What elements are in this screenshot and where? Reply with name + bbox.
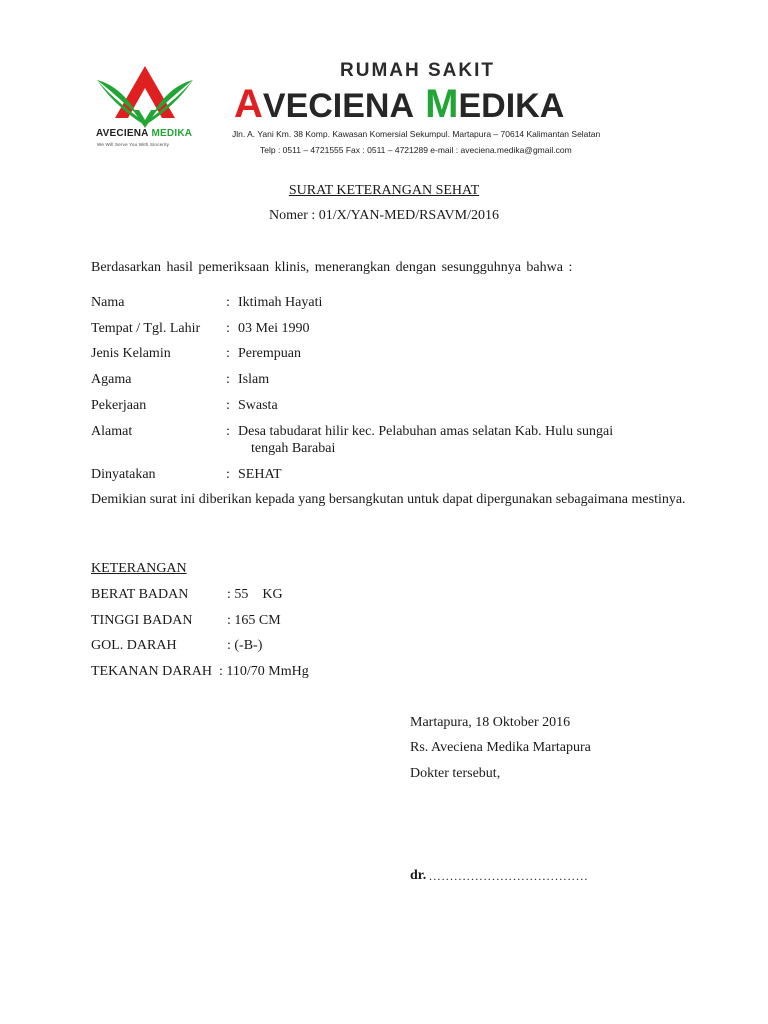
ket-label-goldarah: GOL. DARAH	[91, 638, 177, 653]
field-value-nama: Iktimah Hayati	[238, 295, 323, 310]
field-value-alamat-cont: tengah Barabai	[251, 441, 336, 456]
doctor-signature-line: ......................................	[429, 869, 589, 883]
signature-place-date: Martapura, 18 Oktober 2016	[410, 715, 571, 730]
name-initial-a: A	[234, 82, 263, 126]
keterangan-title: KETERANGAN	[91, 561, 187, 576]
signature-institution: Rs. Aveciena Medika Martapura	[410, 740, 591, 755]
name-initial-m: M	[425, 82, 459, 126]
doctor-label: dr.	[410, 868, 427, 883]
document-number: Nomer : 01/X/YAN-MED/RSAVM/2016	[269, 208, 499, 223]
field-label-alamat: Alamat	[91, 424, 133, 439]
ket-value-goldarah: : (-B-)	[227, 638, 263, 653]
ket-value-berat: : 55 KG	[227, 587, 283, 602]
field-colon: :	[226, 398, 230, 413]
intro-text: Berdasarkan hasil pemeriksaan klinis, menerangkan dengan sesungguhnya bahwa :	[91, 260, 573, 275]
field-colon: :	[226, 295, 230, 310]
name-rest-m: EDIKA	[458, 87, 565, 125]
hospital-name	[234, 82, 564, 128]
closing-text: Demikian surat ini diberikan kepada yang bersangkutan untuk dapat dipergunakan sebagaimana mestinya.	[91, 492, 686, 507]
ket-value-tinggi: : 165 CM	[227, 613, 281, 628]
field-colon: :	[226, 424, 230, 439]
field-colon: :	[226, 467, 230, 482]
field-label-ttl: Tempat / Tgl. Lahir	[91, 321, 201, 336]
field-value-dinyatakan: SEHAT	[238, 467, 282, 482]
ket-label-tekanan: TEKANAN DARAH	[91, 664, 212, 679]
field-label-jenis-kelamin: Jenis Kelamin	[91, 346, 171, 361]
signature-role: Dokter tersebut,	[410, 766, 501, 781]
field-label-agama: Agama	[91, 372, 132, 387]
name-rest-a: VECIENA	[262, 87, 415, 125]
logo-tagline: We Will Serve You With Sincerity	[97, 142, 170, 147]
field-value-ttl: 03 Mei 1990	[238, 321, 310, 336]
field-colon: :	[226, 346, 230, 361]
ket-label-berat: BERAT BADAN	[91, 587, 189, 602]
field-colon: :	[226, 321, 230, 336]
field-label-nama: Nama	[91, 295, 125, 310]
field-value-alamat: Desa tabudarat hilir kec. Pelabuhan amas selatan Kab. Hulu sungai	[238, 424, 614, 439]
field-value-jenis-kelamin: Perempuan	[238, 346, 301, 361]
logo-name: AVECIENA MEDIKA	[96, 128, 193, 139]
field-value-agama: Islam	[238, 372, 270, 387]
field-label-dinyatakan: Dinyatakan	[91, 467, 156, 482]
field-colon: :	[226, 372, 230, 387]
ket-value-tekanan: : 110/70 MmHg	[219, 664, 309, 679]
field-value-pekerjaan: Swasta	[238, 398, 278, 413]
hospital-type: RUMAH SAKIT	[340, 60, 495, 81]
ket-label-tinggi: TINGGI BADAN	[91, 613, 193, 628]
hospital-contact: Telp : 0511 – 4721555 Fax : 0511 – 4721289 e-mail : aveciena.medika@gmail.com	[260, 145, 572, 155]
field-label-pekerjaan: Pekerjaan	[91, 398, 147, 413]
document-title: SURAT KETERANGAN SEHAT	[288, 183, 480, 198]
hospital-address: Jln. A. Yani Km. 38 Komp. Kawasan Komersial Sekumpul. Martapura – 70614 Kalimantan Selatan	[232, 129, 601, 139]
